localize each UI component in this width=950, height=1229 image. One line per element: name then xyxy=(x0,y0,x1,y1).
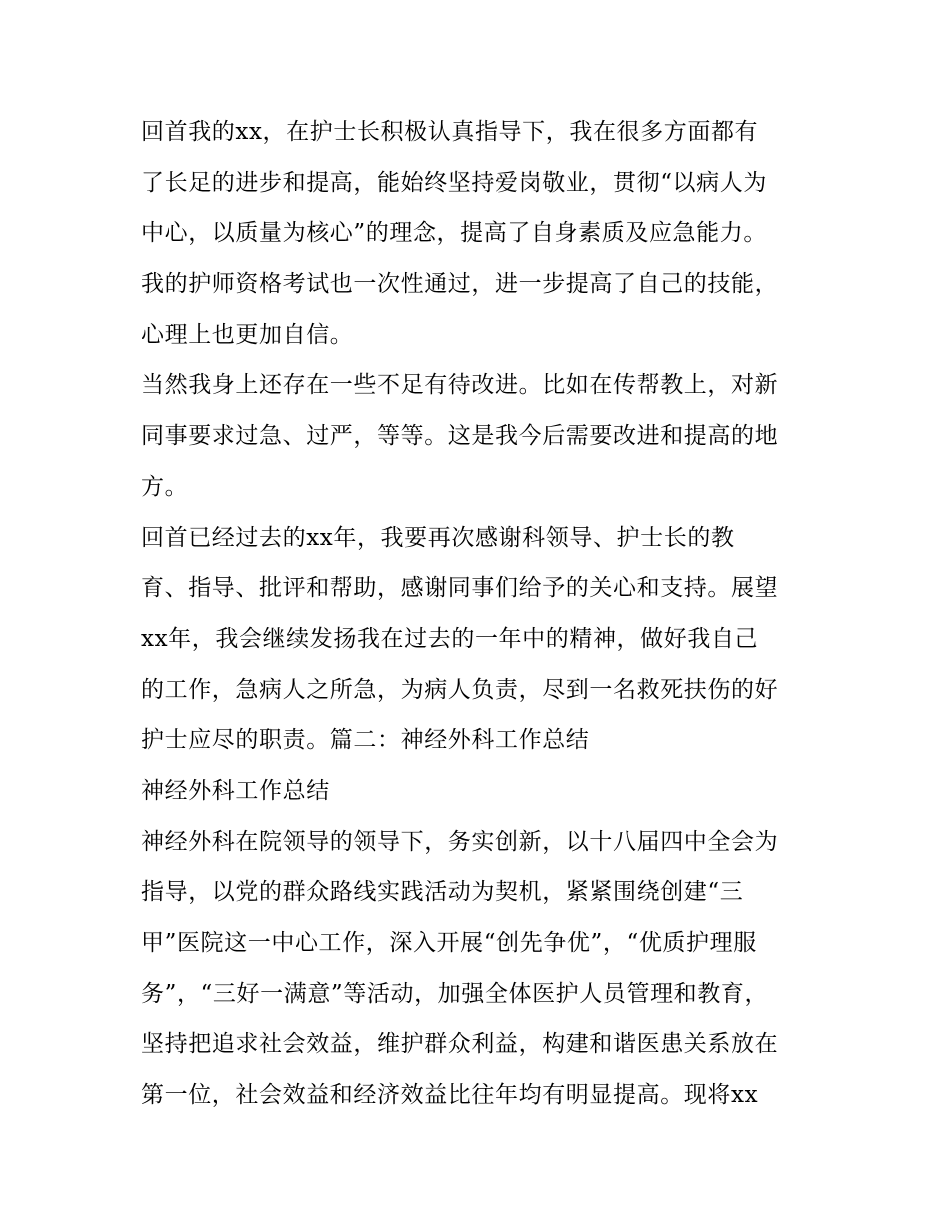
text-line: 育、指导、批评和帮助，感谢同事们给予的关心和支持。展望 xyxy=(141,575,779,602)
text-line: 第一位，社会效益和经济效益比往年均有明显提高。现将xx xyxy=(141,1082,759,1109)
text-line: xx年，我会继续发扬我在过去的一年中的精神，做好我自己 xyxy=(141,625,759,652)
text-line: 我的护师资格考试也一次性通过，进一步提高了自己的技能， xyxy=(141,271,779,298)
text-line: 坚持把追求社会效益，维护群众利益，构建和谐医患关系放在 xyxy=(141,1031,779,1058)
text-line: 中心，以质量为核心”的理念，提高了自身素质及应急能力。 xyxy=(141,220,767,247)
text-line: 回首已经过去的xx年，我要再次感谢科领导、护士长的教 xyxy=(141,524,735,551)
text-line: 护士应尽的职责。篇二：神经外科工作总结 xyxy=(141,727,590,754)
section-heading: 神经外科工作总结 xyxy=(141,777,330,804)
text-line: 神经外科在院领导的领导下，务实创新，以十八届四中全会为 xyxy=(141,828,779,855)
text-line: 回首我的xx，在护士长积极认真指导下，我在很多方面都有 xyxy=(141,119,759,145)
text-line: 心理上也更加自信。 xyxy=(141,321,354,348)
text-line: 甲”医院这一中心工作，深入开展“创先争优”，“优质护理服 xyxy=(141,930,757,956)
text-line: 方。 xyxy=(141,473,189,500)
text-line: 当然我身上还存在一些不足有待改进。比如在传帮教上，对新 xyxy=(141,372,779,399)
text-line: 了长足的进步和提高，能始终坚持爱岗敬业，贯彻“以病人为 xyxy=(141,169,767,196)
text-line: 务”，“三好一满意”等活动，加强全体医护人员管理和教育， xyxy=(141,980,769,1007)
text-line: 的工作，急病人之所急，为病人负责，尽到一名救死扶伤的好 xyxy=(141,676,779,703)
body-text xyxy=(141,107,821,1121)
text-line: 指导，以党的群众路线实践活动为契机，紧紧围绕创建“三 xyxy=(141,879,744,906)
text-line: 同事要求过急、过严，等等。这是我今后需要改进和提高的地 xyxy=(141,423,779,450)
